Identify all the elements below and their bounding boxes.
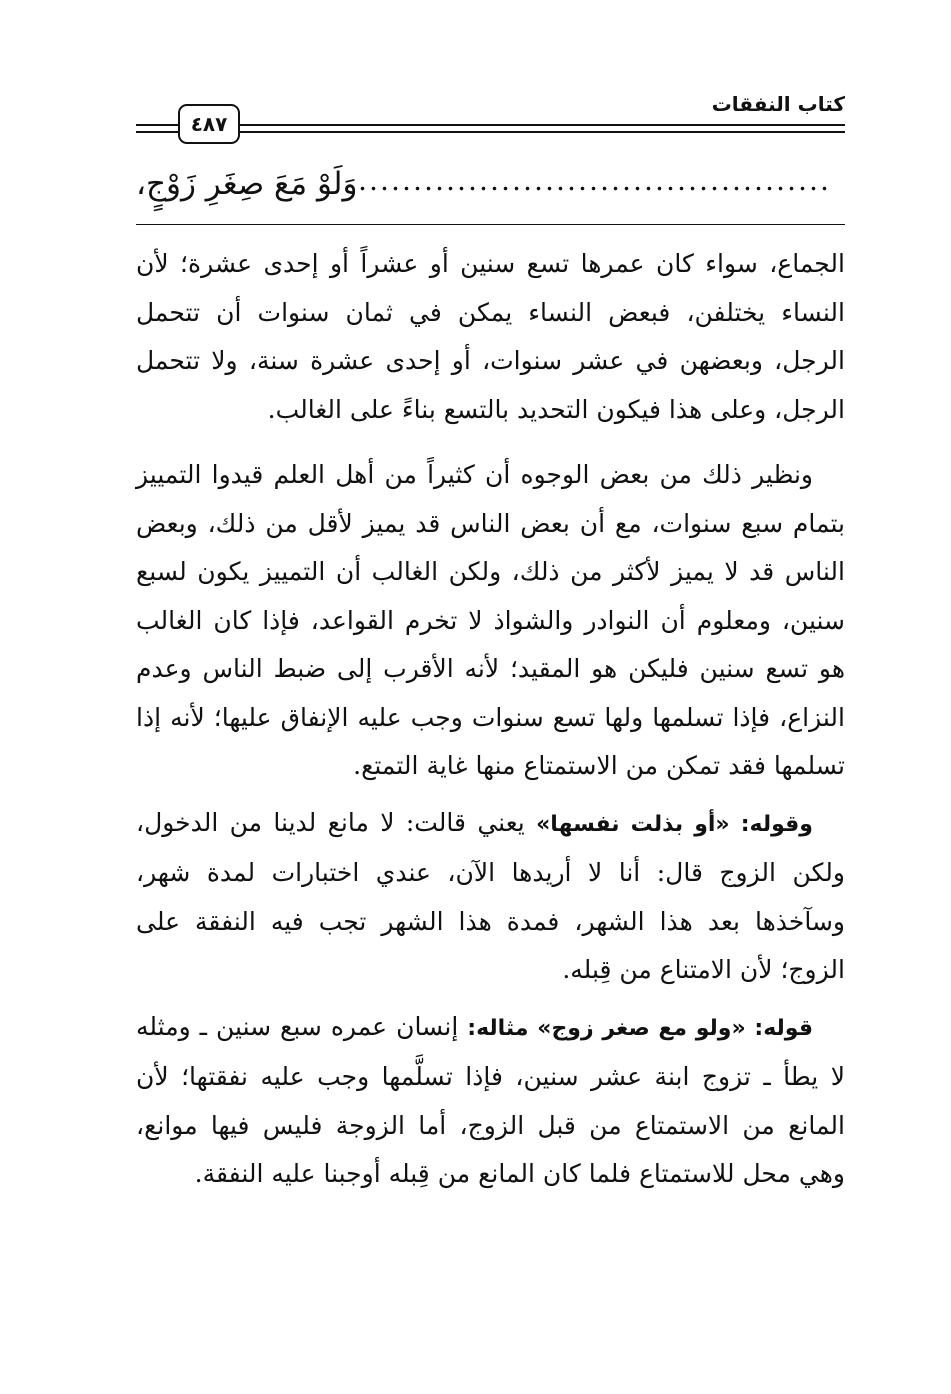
matn-dot-leader	[357, 169, 831, 199]
matn-line	[136, 160, 845, 208]
running-header-title: كتاب النفقات	[711, 92, 845, 116]
page-number: ٤٨٧	[178, 104, 240, 144]
header-double-rule-left	[136, 124, 178, 133]
paragraph-2: ونظير ذلك من بعض الوجوه أن كثيراً من أهل العلم قيدوا التمييز بتمام سبع سنوات، مع أن بعض الناس قد يميز لأقل من ذلك، وبعض الناس قد لا يميز لأكثر من ذلك، ولكن الغالب أن التمييز يكون لسبع سنين، ومعلوم أن النوادر والشواذ لا تخرم القواعد، فإذا كان الغالب هو تسع سنين فليكن هو المقيد؛ لأنه الأقرب إلى ضبط الناس وعدم النزاع، فإذا تسلمها ولها تسع سنوات وجب عليه الإنفاق عليها؛ لأنه إذا تسلمها فقد تمكن من الاستمتاع منها غاية التمتع.	[136, 460, 845, 780]
matn-separator-rule	[136, 224, 845, 225]
paragraph-4-lead: قوله:	[754, 1015, 814, 1041]
paragraph-3-lead: وقوله: «أو بذلت نفسها»	[536, 811, 813, 837]
paragraph-3	[136, 799, 845, 995]
matn-text: وَلَوْ مَعَ صِغَرِ زَوْجٍ،	[136, 166, 358, 202]
paragraph-4-quote: «ولو مع صغر زوج»	[528, 1015, 755, 1041]
paragraph-4-text: إنسان عمره سبع سنين ـ ومثله لا يطأ ـ تزوج ابنة عشر سنين، فإذا تسلَّمها وجب عليه نفقتها؛ لأن المانع من الاستمتاع من قبل الزوج، أما الزوجة فليس فيها موانع، وهي محل للاستمتاع فلما كان المانع من قِبله أوجبنا عليه النفقة.	[136, 1011, 845, 1188]
paragraph-4-example-label: مثاله:	[467, 1015, 529, 1041]
paragraph-4	[136, 1003, 845, 1199]
header-double-rule	[240, 124, 845, 133]
commentary-body	[136, 240, 845, 1199]
paragraph-1: الجماع، سواء كان عمرها تسع سنين أو عشراً أو إحدى عشرة؛ لأن النساء يختلفن، فبعض النساء يمكن في ثمان سنوات أن تتحمل الرجل، وبعضهن في عشر سنوات، أو إحدى عشرة سنة، ولا تتحمل الرجل، وعلى هذا فيكون التحديد بالتسع بناءً على الغالب.	[136, 249, 845, 424]
paragraph-3-text: يعني قالت: لا مانع لدينا من الدخول، ولكن الزوج قال: أنا لا أريدها الآن، عندي اختبارات لمدة شهر، وسآخذها بعد هذا الشهر، فمدة هذا الشهر تجب فيه النفقة على الزوج؛ لأن الامتناع من قِبله.	[136, 807, 845, 984]
